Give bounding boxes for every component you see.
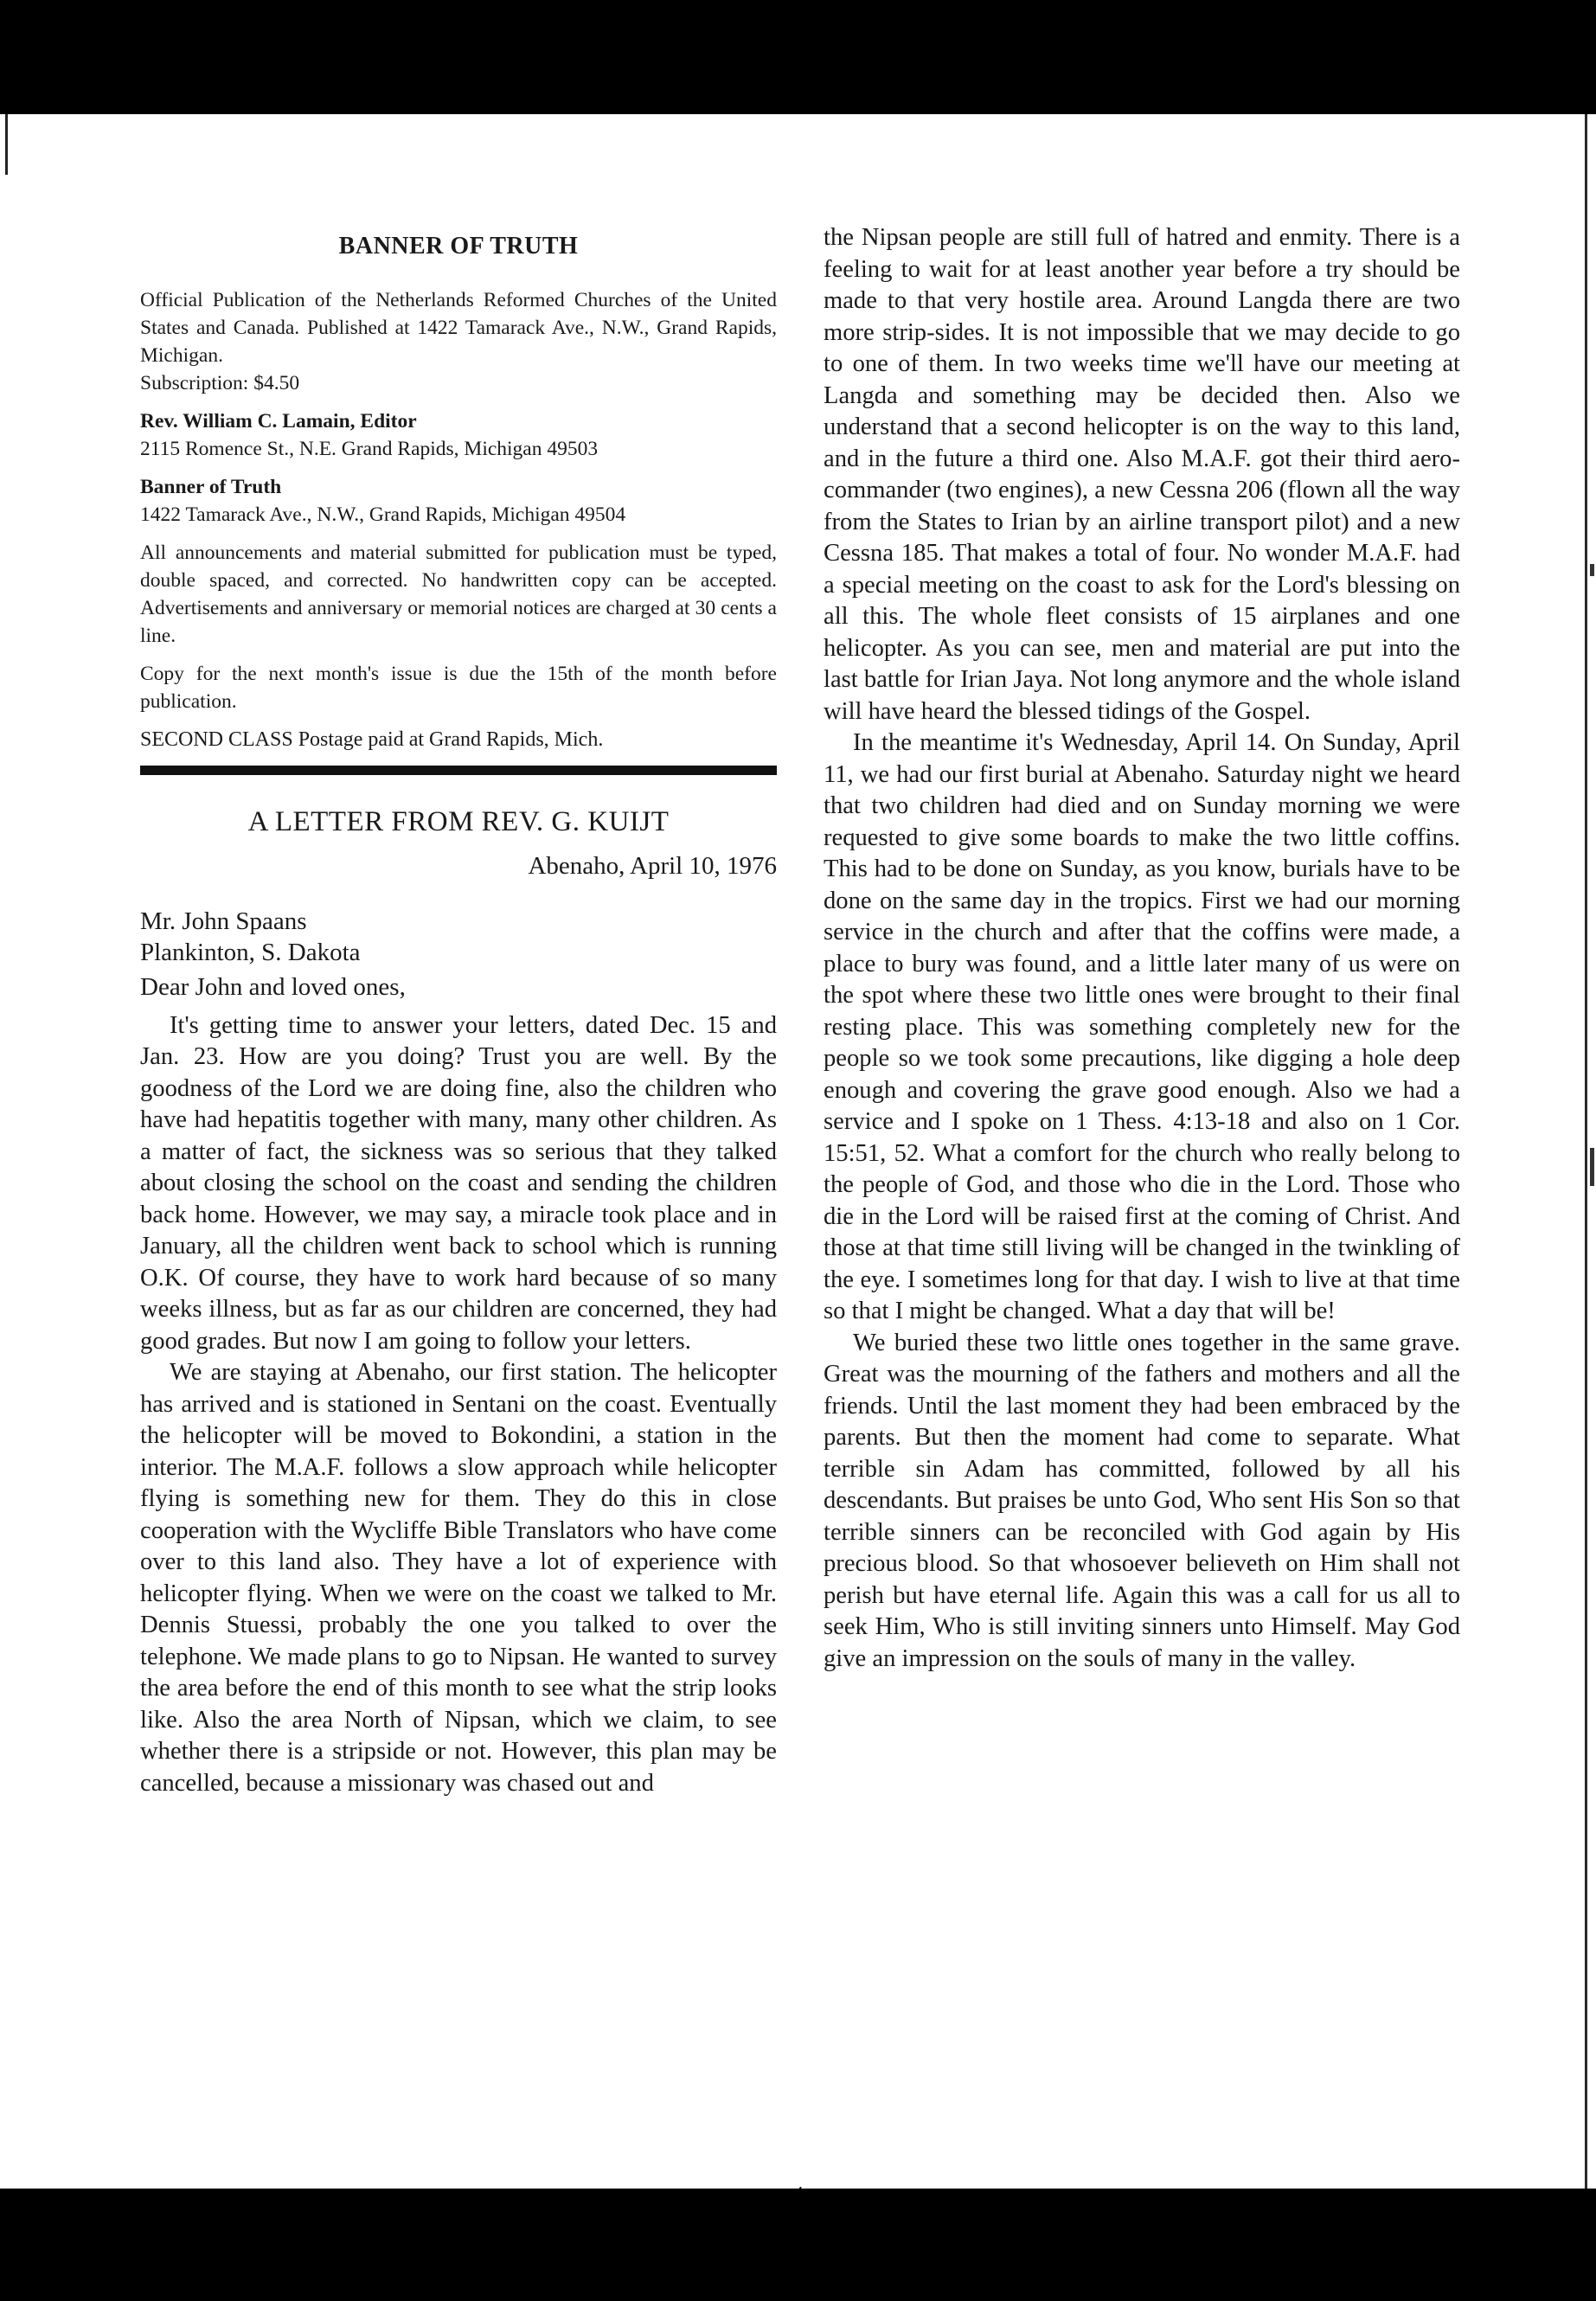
office-address: 1422 Tamarack Ave., N.W., Grand Rapids, Michigan 49504	[140, 503, 626, 526]
editor-name: Rev. William C. Lamain, Editor	[140, 410, 417, 433]
masthead-postage: SECOND CLASS Postage paid at Grand Rapids, Mich.	[140, 728, 604, 751]
scan-border-top	[0, 0, 1596, 114]
masthead-deadline: Copy for the next month's issue is due the 15th of the month before publication.	[140, 663, 777, 713]
publication-text: Official Publication of the Netherlands Reformed Churches of the United States and Canada. Published at 1422 Tamarack Ave., N.W., Grand Rapids, Michigan.	[140, 289, 777, 367]
masthead-announcements: All announcements and material submitted for publication must be typed, double spaced, and corrected. No handwritten copy can be accepted. Advertisements and anniversary or memorial notices are charged at 30 cents a line.	[140, 542, 777, 647]
editor-address: 2115 Romence St., N.E. Grand Rapids, Michigan 49503	[140, 438, 599, 460]
section-divider-rule	[140, 766, 777, 775]
office-name: Banner of Truth	[140, 476, 282, 498]
subscription-text: Subscription: $4.50	[140, 372, 300, 394]
masthead-publication	[140, 286, 777, 397]
right-column	[824, 222, 1460, 1675]
letter-salutation: Dear John and loved ones,	[140, 973, 406, 1002]
masthead-office	[140, 473, 777, 529]
letter-dateline: Abenaho, April 10, 1976	[528, 852, 777, 880]
scan-edge-right	[1585, 114, 1587, 2189]
letter-title: A LETTER FROM REV. G. KUIJT	[247, 806, 670, 837]
scan-mark	[1590, 564, 1594, 576]
scan-mark	[1590, 1148, 1594, 1186]
scan-border-bottom	[0, 2189, 1596, 2301]
letter-paragraph: We buried these two little ones together in the same grave. Great was the mourning of the fathers and mothers and all the friends. Until the last moment they had been embraced by the parents. But then the moment had come to separate. What terrible sin Adam has committed, followed by all his descendants. But praises be unto God, Who sent His Son so that terrible sinners can be reconciled with God again by His precious blood. So that whosoever believeth on Him shall not perish but have eternal life. Again this was a call for us all to seek Him, Who is still inviting sinners unto Himself. May God give an impression on the souls of many in the valley.	[824, 1329, 1460, 1672]
letter-paragraph: the Nipsan people are still full of hatred and enmity. There is a feeling to wait for at least another year before a try should be made to that very hostile area. Around Langda there are two more strip-sides. It is not impossible that we may decide to go to one of them. In two weeks time we'll have our meeting at Langda and something may be decided then. Also we understand that a second helicopter is on the way to this land, and in the future a third one. Also M.A.F. got their third aero-commander (two engines), a new Cessna 206 (flown all the way from the States to Irian by an airline transport pilot) and a new Cessna 185. That makes a total of four. No wonder M.A.F. had a special meeting on the coast to ask for the Lord's blessing on all this. The whole fleet consists of 15 airplanes and one helicopter. As you can see, men and material are put into the last battle for Irian Jaya. Not long anymore and the whole island will have heard the blessed tidings of the Gospel.	[824, 224, 1460, 725]
left-column	[140, 222, 777, 1799]
masthead-title: BANNER OF TRUTH	[338, 233, 579, 260]
letter-paragraph: In the meantime it's Wednesday, April 14. On Sunday, April 11, we had our first burial at Abenaho. Saturday night we heard that two children had died and on Sunday morning we were requested to give some boards to make the two little coffins. This had to be done on Sunday, as you know, burials have to be done on the same day in the tropics. First we had our morning service in the church and after that the coffins were made, a place to bury was found, and a little later many of us were on the spot where these two little ones were brought to their final resting place. This was something completely new for the people so we took some precautions, like digging a hole deep enough and covering the grave good enough. Also we had a service and I spoke on 1 Thess. 4:13-18 and also on 1 Cor. 15:51, 52. What a comfort for the church who really belong to the people of God, and those who die in the Lord. Those who die in the Lord will be raised first at the coming of Christ. And those at that time still living will be changed in the twinkling of the eye. I sometimes long for that day. I wish to live at that time so that I might be changed. What a day that will be!	[824, 729, 1460, 1324]
scan-edge-left	[5, 114, 8, 175]
recipient-name: Mr. John Spaans	[140, 907, 307, 935]
recipient-place: Plankinton, S. Dakota	[140, 939, 361, 967]
masthead-editor	[140, 407, 777, 463]
letter-paragraph: We are staying at Abenaho, our first station. The helicopter has arrived and is stationed in Sentani on the coast. Eventually the helicopter will be moved to Bokondini, a station in the interior. The M.A.F. follows a slow approach while helicopter flying is something new for them. They do this in close cooperation with the Wycliffe Bible Translators who have come over to this land also. They have a lot of experience with helicopter flying. When we were on the coast we talked to Mr. Dennis Stuessi, probably the one you talked to over the telephone. We made plans to go to Nipsan. He wanted to survey the area before the end of this month to see what the strip looks like. Also the area North of Nipsan, which we claim, to see whether there is a stripside or not. However, this plan may be cancelled, because a missionary was chased out and	[140, 1359, 777, 1797]
document-page	[0, 114, 1596, 2189]
letter-paragraph: It's getting time to answer your letters, dated Dec. 15 and Jan. 23. How are you doing? Trust you are well. By the goodness of the Lord we are doing fine, also the children who have had hepatitis together with many, many other children. As a matter of fact, the sickness was so serious that they talked about closing the school on the coast and sending the children back home. However, we may say, a miracle took place and in January, all the children went back to school which is running O.K. Of course, they have to work hard because of so many weeks illness, but as far as our children are concerned, they had good grades. But now I am going to follow your letters.	[140, 1011, 777, 1355]
